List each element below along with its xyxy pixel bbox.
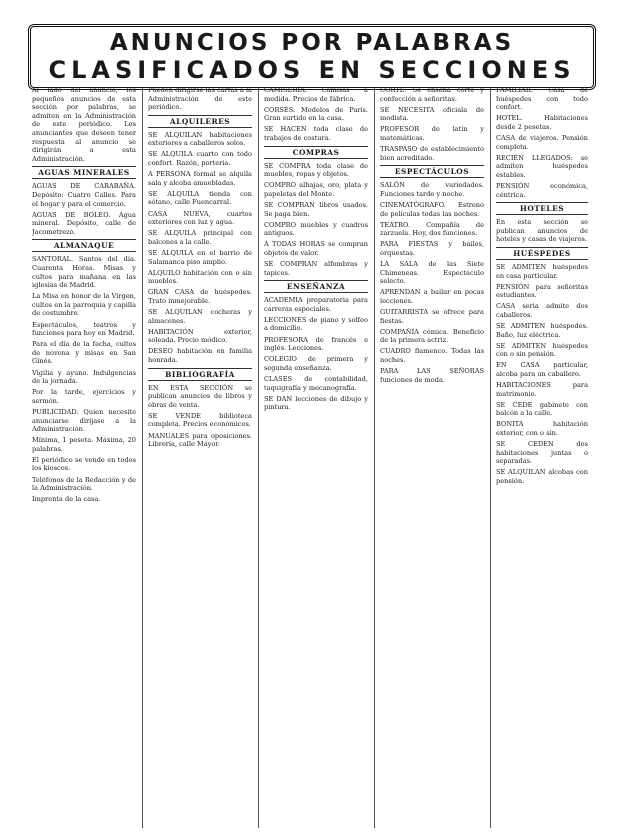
classified-ad: ALQUILO habitación con o sin muebles. xyxy=(148,268,252,286)
classified-ad: CLASES de contabilidad, taquigrafía y mecanografía. xyxy=(264,374,368,392)
column-rule xyxy=(490,88,491,828)
classified-ad: EN CASA particular, alcoba para un caballero. xyxy=(496,361,588,378)
column-3 xyxy=(264,86,368,831)
classified-ad: GRAN CASA de huéspedes. Trato inmejorable. xyxy=(148,288,252,305)
classified-ad: En esta sección se publican anuncios de hoteles y casas de viajeros. xyxy=(496,218,588,244)
section-heading: HOTELES xyxy=(496,202,588,215)
classified-ad: TEATRO. Compañía de zarzuela. Hoy, dos funciones. xyxy=(380,220,484,238)
classified-ad: COMPRO alhajas, oro, plata y papeletas del Monte. xyxy=(264,181,368,198)
classified-ad: Por la tarde, ejercicios y sermón. xyxy=(32,388,136,405)
classified-ad: SE CEDE gabinete con balcón a la calle. xyxy=(496,400,588,418)
column-2 xyxy=(148,86,252,831)
classified-ad: CINEMATÓGRAFO. Estreno de películas todas las noches. xyxy=(380,200,484,218)
classified-ad: Teléfonos de la Redacción y de la Administración. xyxy=(32,475,136,493)
classified-ad: CORTE. Se enseña corte y confección a señoritas. xyxy=(380,86,484,103)
classified-ad: LECCIONES de piano y solfeo a domicilio. xyxy=(264,315,368,333)
classified-ad: HABITACIÓN exterior, soleada. Precio módico. xyxy=(148,327,252,345)
classified-ad: PENSIÓN para señoritas estudiantes. xyxy=(496,282,588,300)
classified-ad: EN ESTA SECCIÓN se publican anuncios de libros y obras de venta. xyxy=(148,383,252,409)
classified-ad: RECIÉN LLEGADOS: se admiten huéspedes estables. xyxy=(496,153,588,179)
classified-ad: Espectáculos, teatros y funciones para hoy en Madrid. xyxy=(32,320,136,338)
classified-ad: SE ADMITEN huéspedes. Baño, luz eléctrica. xyxy=(496,321,588,339)
section-heading: ESPECTÁCULOS xyxy=(380,165,484,178)
classified-ad: A TODAS HORAS se compran objetos de valor. xyxy=(264,240,368,257)
classified-ad: SE NECESITA oficiala de modista. xyxy=(380,105,484,123)
classified-columns xyxy=(32,86,588,831)
classified-ad: SE HACEN toda clase de trabajos de costura. xyxy=(264,125,368,142)
column-rule xyxy=(374,88,375,828)
section-heading: ENSEÑANZA xyxy=(264,280,368,293)
classified-ad: CASA NUEVA, cuartos exteriores con luz y agua. xyxy=(148,209,252,227)
classified-ad: TRASPASO de establecimiento bien acreditado. xyxy=(380,145,484,162)
classified-ad: SE ALQUILAN cocheras y almacenes. xyxy=(148,307,252,325)
section-heading: ALQUILERES xyxy=(148,115,252,128)
classified-ad: SE COMPRAN alfombras y tapices. xyxy=(264,260,368,277)
classified-ad: Mínima, 1 peseta. Máxima, 20 palabras. xyxy=(32,436,136,453)
section-heading: COMPRAS xyxy=(264,146,368,159)
classified-ad: ACADEMIA preparatoria para carreras especiales. xyxy=(264,296,368,313)
classified-ad: SE ALQUILA cuarto con todo confort. Razón, portería. xyxy=(148,150,252,168)
classified-ad: DESEO habitación en familia honrada. xyxy=(148,347,252,364)
classified-ad: AGUAS DE BOLEO. Agua mineral. Depósito, calle de Jacometrezo. xyxy=(32,210,136,236)
classified-ad: CASA seria admite dos caballeros. xyxy=(496,302,588,319)
classified-ad: BONITA habitación exterior, con o sin. xyxy=(496,420,588,437)
classified-ad: Vigilia y ayuno. Indulgencias de la jornada. xyxy=(32,368,136,386)
classified-ad: SALÓN de variedades. Funciones tarde y noche. xyxy=(380,181,484,198)
classified-ad: PUBLICIDAD. Quien necesite anunciarse diríjase a la Administración. xyxy=(32,407,136,434)
classified-ad: SE COMPRAN libros usados. Se paga bien. xyxy=(264,200,368,218)
classified-ad: SE ALQUILAN habitaciones exteriores a caballeros solos. xyxy=(148,130,252,148)
classified-ad: GUITARRISTA se ofrece para fiestas. xyxy=(380,307,484,325)
column-5 xyxy=(496,86,588,831)
classified-ad: La Misa en honor de la Virgen, cultos en la parroquia y capilla de costumbre. xyxy=(32,292,136,318)
classified-ad: Pueden dirigirse las cartas a la Administración de este periódico. xyxy=(148,86,252,112)
section-heading: BIBLIOGRAFÍA xyxy=(148,368,252,381)
classified-ad: AGUAS DE CARABAÑA. Depósito: Cuatro Calles. Para el hogar y para el comercio. xyxy=(32,182,136,208)
classified-ad: SANTORAL. Santos del día. Cuarenta Horas. Misas y cultos para mañana en las iglesias de Madrid. xyxy=(32,255,136,290)
column-4 xyxy=(380,86,484,831)
section-heading: ALMANAQUE xyxy=(32,239,136,252)
classified-ad: Imprenta de la casa. xyxy=(32,495,101,504)
classified-ad: CASA de viajeros. Pensión completa. xyxy=(496,133,588,151)
classified-ad: PROFESOR de latín y matemáticas. xyxy=(380,125,484,142)
column-rule xyxy=(142,88,143,828)
classified-ad: HOTEL. Habitaciones desde 2 pesetas. xyxy=(496,114,588,131)
classified-ad: SE ALQUILA tienda con sótano, calle Fuencarral. xyxy=(148,189,252,207)
classified-ad: SE CEDEN dos habitaciones juntas o separadas. xyxy=(496,440,588,466)
classified-ad: Para el día de la fecha, cultos de novena y misas en San Ginés. xyxy=(32,340,136,366)
classified-ad: SE ADMITEN huéspedes en casa particular. xyxy=(496,262,588,280)
classified-ad: PROFESORA de francés e inglés. Lecciones. xyxy=(264,335,368,353)
classified-ad: MANUALES para oposiciones. Librería, calle Mayor. xyxy=(148,431,252,449)
classified-ad: HABITACIONES para matrimonio. xyxy=(496,381,588,398)
section-heading: AGUAS MINERALES xyxy=(32,166,136,179)
classified-ad: COLEGIO de primera y segunda enseñanza. xyxy=(264,355,368,372)
column-rule xyxy=(258,88,259,828)
classified-ad: CORSÉS. Modelos de París. Gran surtido en la casa. xyxy=(264,105,368,123)
classified-ad: SE ALQUILAN alcobas con pensión. xyxy=(496,468,588,485)
classified-ad: PENSIÓN económica, céntrica. xyxy=(496,181,588,199)
classified-ad: LA SALA de las Siete Chimeneas. Espectáculo selecto. xyxy=(380,260,484,286)
classified-ad: SE VENDE biblioteca completa. Precios económicos. xyxy=(148,411,252,429)
column-1 xyxy=(32,86,136,831)
classified-ad: A PERSONA formal se alquila sala y alcoba amuebladas. xyxy=(148,170,252,187)
classified-ad: SE ALQUILA principal con balcones a la calle. xyxy=(148,229,252,246)
classified-ad: SE COMPRA toda clase de muebles, ropas y objetos. xyxy=(264,161,368,179)
classified-ad: CAMISERÍA. Camisas a medida. Precios de fábrica. xyxy=(264,86,368,103)
classified-ad: SE DAN lecciones de dibujo y pintura. xyxy=(264,394,368,412)
classified-ad: El periódico se vende en todos los kioscos. xyxy=(32,455,136,473)
classified-ad: APRENDAN a bailar en pocas lecciones. xyxy=(380,288,484,305)
classified-ad: PARA LAS SEÑORAS funciones de moda. xyxy=(380,367,484,384)
classified-ad: CUADRO flamenco. Todas las noches. xyxy=(380,347,484,364)
classified-ad: COMPAÑÍA cómica. Beneficio de la primera actriz. xyxy=(380,327,484,345)
classified-ad: Al lado del anuncio, los pequeños anuncios de esta sección por palabras, se admiten en la Administración de este periódico. Los anunciantes que deseen tener respuesta al anuncio se dirigirán a esta Administración. xyxy=(32,86,136,163)
classified-ad: FAMILIAR. Casa de huéspedes con todo confort. xyxy=(496,86,588,112)
classified-ad: COMPRO muebles y cuadros antiguos. xyxy=(264,220,368,238)
classified-header xyxy=(28,24,596,90)
classified-ad: SE ADMITEN huéspedes con o sin pensión. xyxy=(496,341,588,359)
classified-ad: PARA FIESTAS y bailes, orquestas. xyxy=(380,240,484,257)
classified-ad: SE ALQUILA en el barrio de Salamanca piso amplio. xyxy=(148,248,252,266)
section-heading: HUÉSPEDES xyxy=(496,247,588,260)
header-title-line-1: ANUNCIOS POR PALABRAS xyxy=(109,30,515,56)
header-title-line-2: CLASIFICADOS EN SECCIONES xyxy=(48,56,576,84)
